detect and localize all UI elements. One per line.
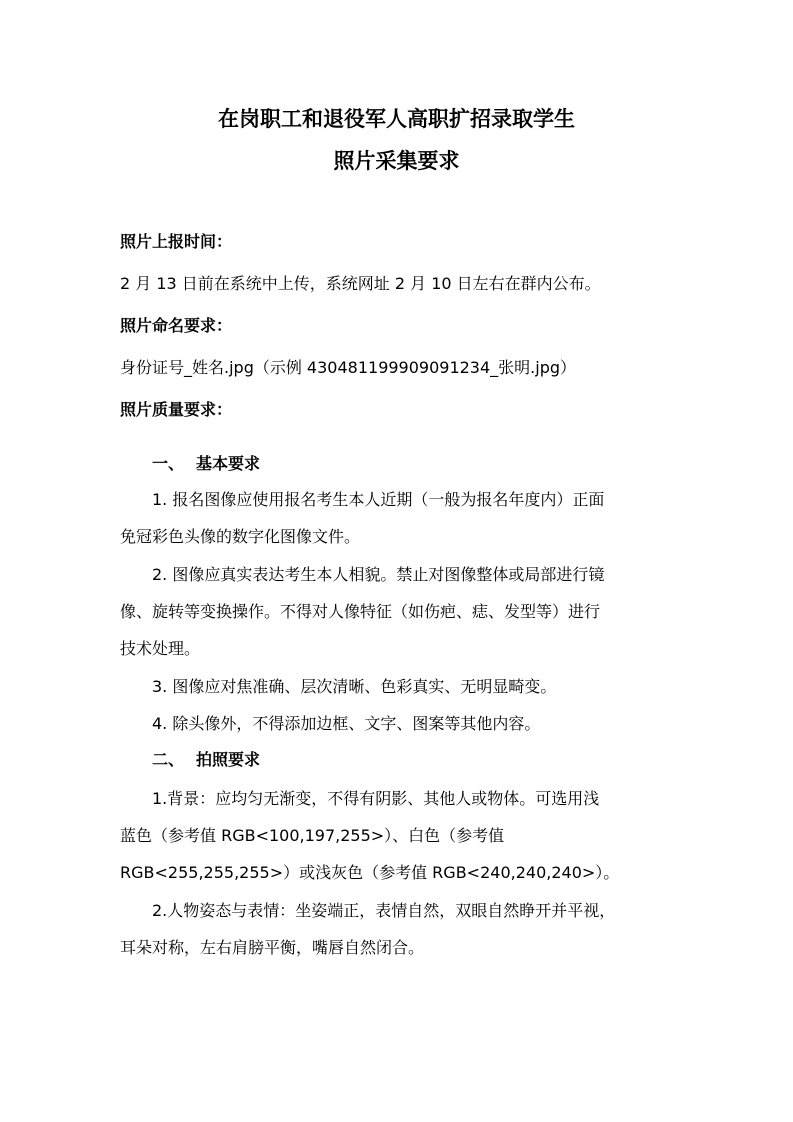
document-title-line1: 在岗职工和退役军人高职扩招录取学生 (218, 107, 575, 131)
section1-number: 一、 (152, 454, 185, 473)
section2-title: 拍照要求 (196, 750, 261, 769)
section1-item4: 4. 除头像外，不得添加边框、文字、图案等其他内容。 (152, 714, 541, 733)
section1-item2-line1: 2. 图像应真实表达考生本人相貌。禁止对图像整体或局部进行镜 (152, 565, 605, 584)
naming-heading: 照片命名要求： (120, 316, 233, 335)
section2-heading (152, 748, 680, 772)
section2-item2-line2: 耳朵对称，左右肩膀平衡，嘴唇自然闭合。 (120, 938, 425, 957)
section2-item1-line2: 蓝色（参考值 RGB<100,197,255>）、白色（参考值 (120, 826, 505, 845)
upload-time-text: 2 月 13 日前在系统中上传，系统网址 2 月 10 日左右在群内公布。 (120, 274, 601, 293)
section2-number: 二、 (152, 750, 185, 769)
section1-item3: 3. 图像应对焦准确、层次清晰、色彩真实、无明显畸变。 (152, 677, 557, 696)
section1-item2-line3: 技术处理。 (120, 639, 201, 658)
naming-text: 身份证号_姓名.jpg（示例 430481199909091234_张明.jpg） (120, 358, 577, 377)
section1-heading (152, 452, 680, 476)
section1-item1-line1: 1. 报名图像应使用报名考生本人近期（一般为报名年度内）正面 (152, 490, 605, 509)
document-title-line2: 照片采集要求 (333, 149, 460, 173)
upload-time-heading: 照片上报时间： (120, 232, 233, 251)
section2-item2-line1: 2.人物姿态与表情：坐姿端正，表情自然，双眼自然睁开并平视， (152, 901, 616, 920)
section1-item2-line2: 像、旋转等变换操作。不得对人像特征（如伤疤、痣、发型等）进行 (120, 602, 601, 621)
quality-heading: 照片质量要求： (120, 400, 233, 419)
section2-item1-line1: 1.背景：应均匀无渐变，不得有阴影、其他人或物体。可选用浅 (152, 789, 600, 808)
section1-title: 基本要求 (196, 454, 261, 473)
section2-item1-line3: RGB<255,255,255>）或浅灰色（参考值 RGB<240,240,240>）。 (120, 863, 620, 882)
section1-item1-line2: 免冠彩色头像的数字化图像文件。 (120, 527, 361, 546)
